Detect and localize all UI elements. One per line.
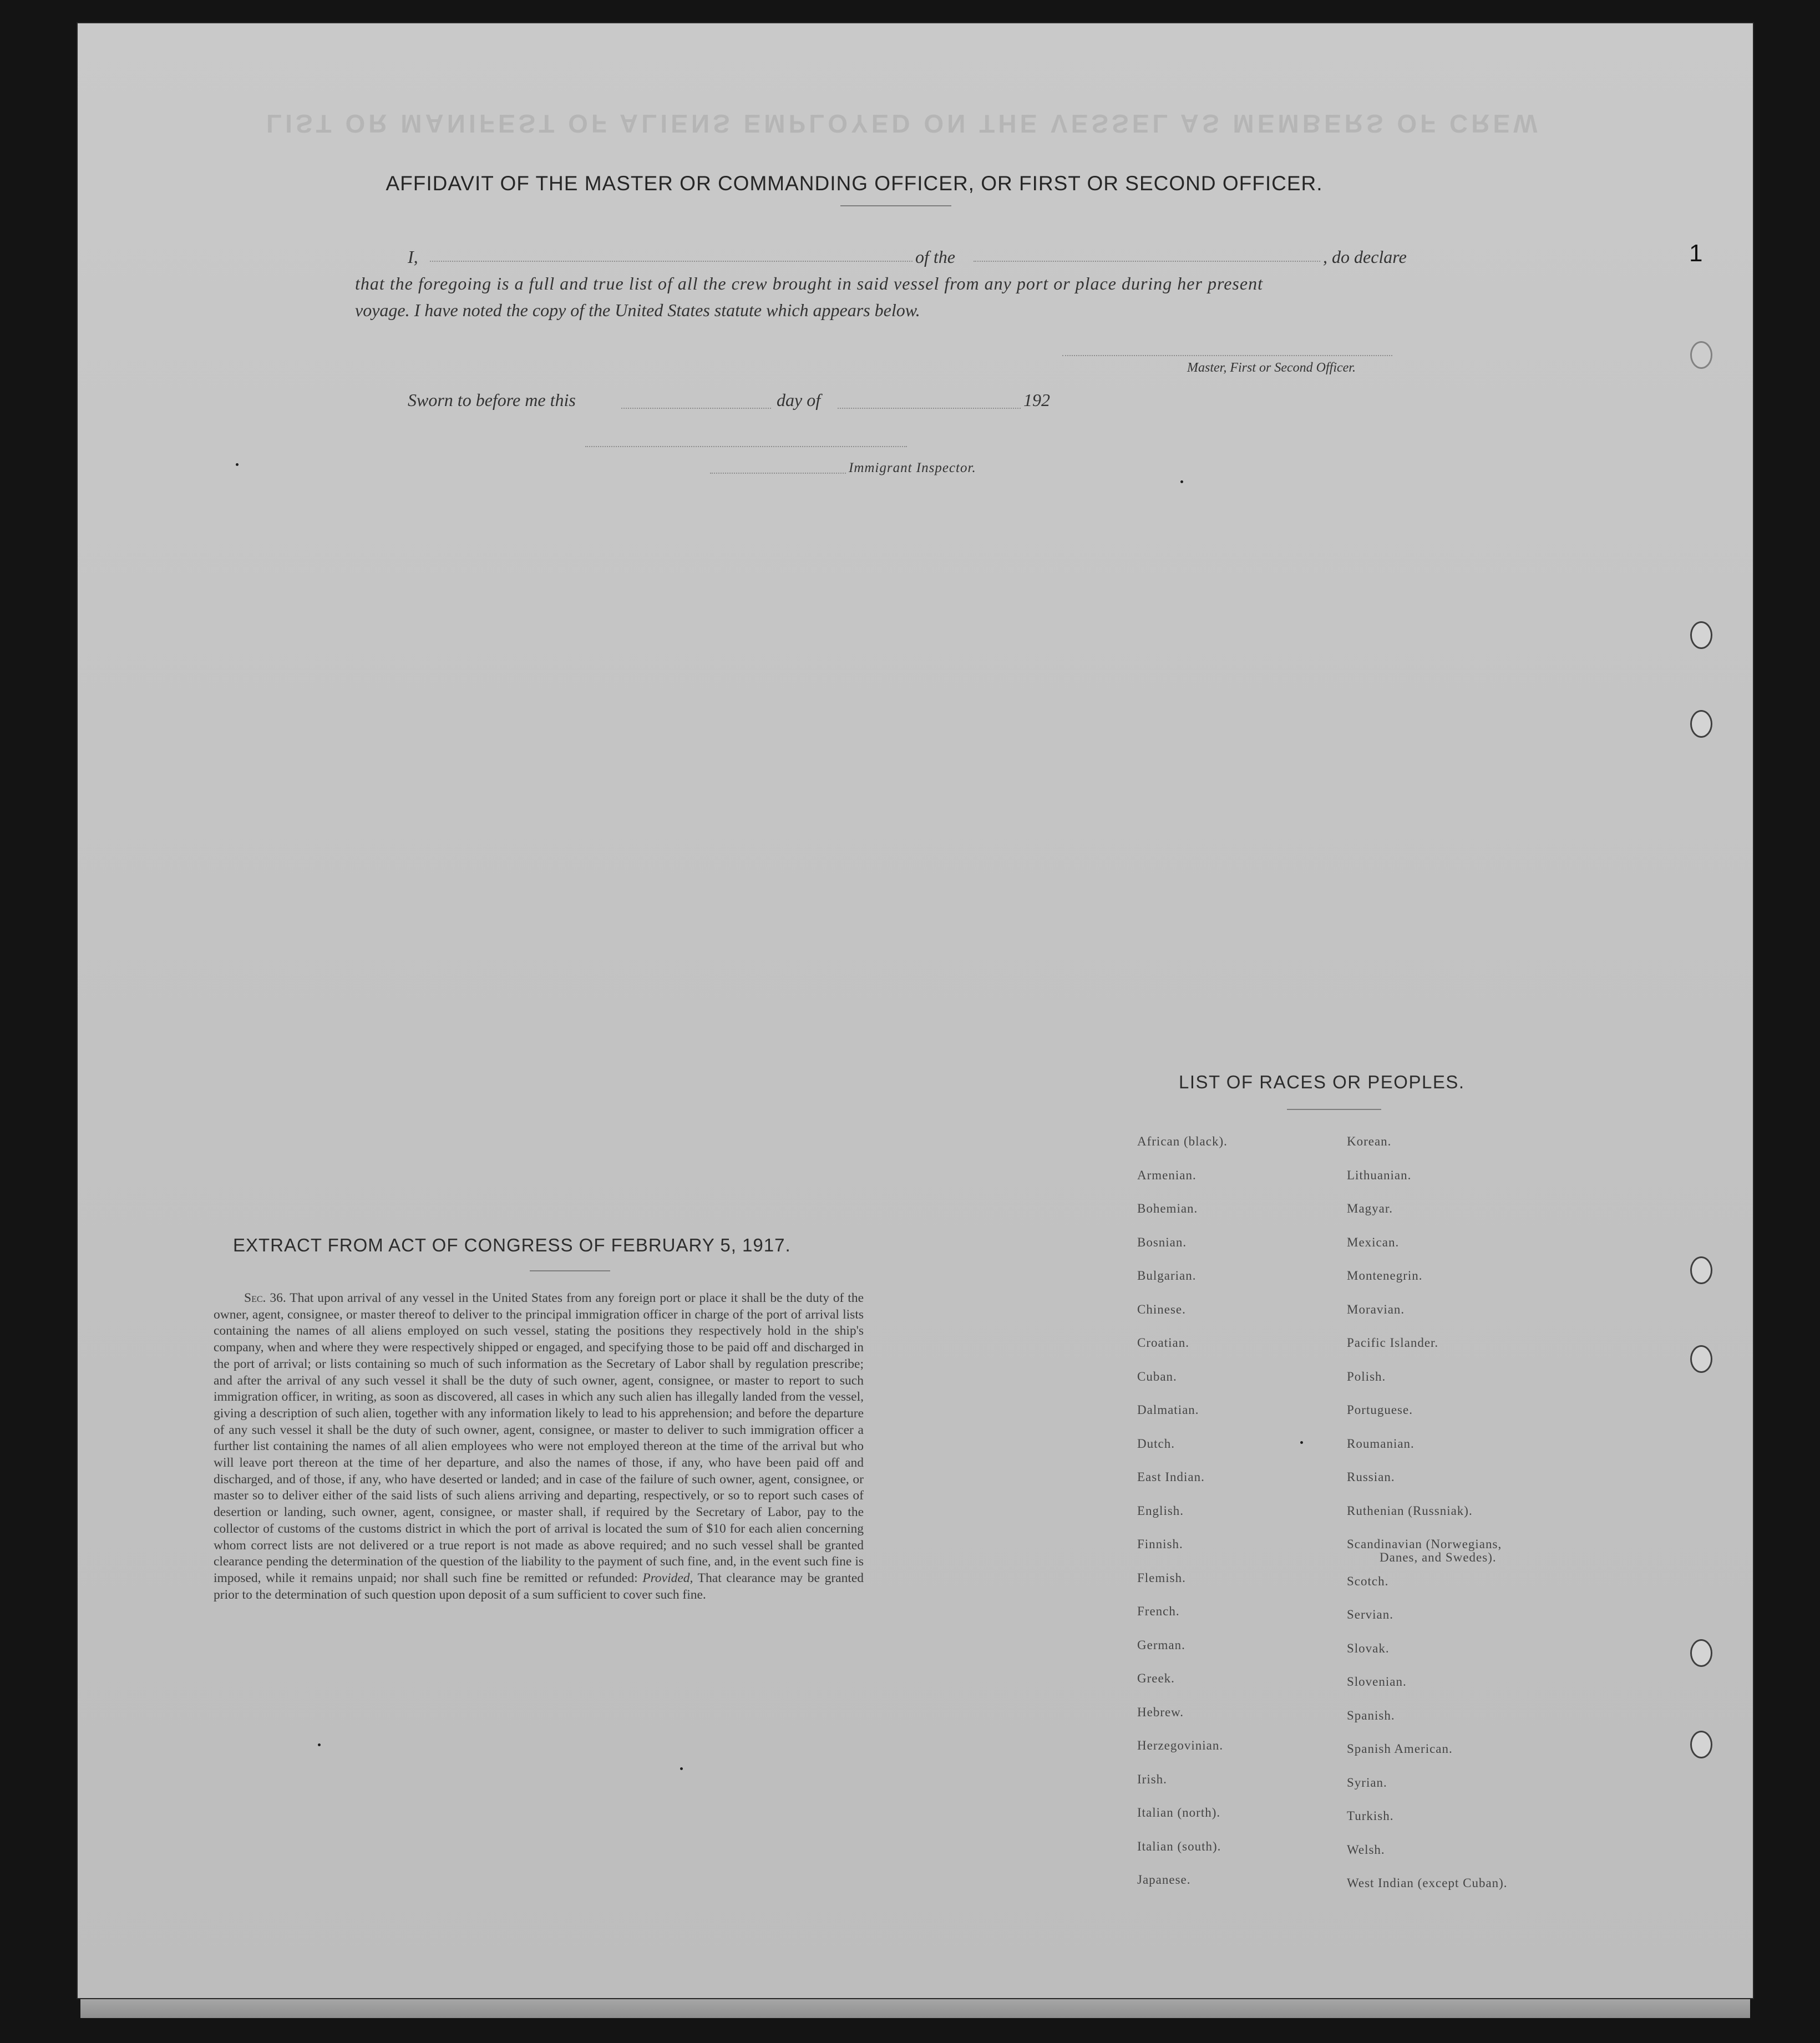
race-right-item: Magyar. — [1347, 1202, 1393, 1215]
binder-hole — [1690, 1256, 1712, 1284]
binder-hole — [1690, 341, 1712, 369]
race-left-item: Hebrew. — [1137, 1705, 1184, 1719]
race-left-item: Italian (north). — [1137, 1806, 1221, 1819]
speck — [236, 463, 239, 466]
sworn-text: Sworn to before me this — [408, 390, 576, 410]
races-title-underline — [1287, 1109, 1381, 1110]
sheet-bottom-edge — [80, 1997, 1750, 2018]
race-right-item: Syrian. — [1347, 1775, 1387, 1789]
declaration-line-2: that the foregoing is a full and true list of all the crew brought in said vessel from any port or place during her present — [355, 273, 1263, 293]
race-right-item: West Indian (except Cuban). — [1347, 1876, 1508, 1890]
race-left-item: African (black). — [1137, 1134, 1228, 1148]
race-right-item: Spanish American. — [1347, 1742, 1453, 1756]
race-right-item: Roumanian. — [1347, 1436, 1415, 1451]
declarant-name-line — [430, 261, 912, 262]
race-left-item: Bosnian. — [1137, 1235, 1187, 1249]
extract-title: EXTRACT FROM ACT OF CONGRESS OF FEBRUARY 5, 1917. — [233, 1235, 791, 1255]
race-right-item: Portuguese. — [1347, 1403, 1413, 1417]
vessel-name-line — [974, 261, 1320, 262]
extract-title-underline — [530, 1270, 610, 1271]
declaration-line-3: voyage. I have noted the copy of the United States statute which appears below. — [355, 300, 920, 320]
race-right-item: Pacific Islander. — [1347, 1336, 1439, 1350]
speck — [1180, 480, 1183, 483]
race-right-item: Slovak. — [1347, 1641, 1390, 1655]
race-left-item: Irish. — [1137, 1772, 1167, 1786]
race-left-item: Greek. — [1137, 1671, 1175, 1685]
race-left-item: Japanese. — [1137, 1873, 1191, 1887]
section-label: Sec. 36. — [244, 1291, 286, 1305]
declare-suffix: , do declare — [1323, 247, 1407, 267]
page-number: 1 — [1689, 240, 1703, 267]
inspector-upper-line — [585, 446, 907, 447]
inspector-label: Immigrant Inspector. — [849, 460, 976, 475]
race-left-item: Dalmatian. — [1137, 1403, 1199, 1417]
races-title: LIST OF RACES OR PEOPLES. — [1179, 1072, 1465, 1092]
sworn-day-label: day of — [777, 390, 821, 410]
sworn-month-line — [838, 408, 1021, 409]
bleed-through-text: LIST OR MANIFEST OF ALIENS EMPLOYED ON THE VESSEL AS MEMBERS OF CREW — [266, 109, 1541, 138]
race-right-item: Slovenian. — [1347, 1675, 1407, 1689]
race-left-item: Italian (south). — [1137, 1839, 1221, 1853]
master-signature-line — [1062, 355, 1392, 356]
race-left-item: Armenian. — [1137, 1168, 1197, 1182]
declarant-prefix: I, — [408, 247, 418, 267]
race-right-item: Korean. — [1347, 1134, 1392, 1148]
binder-hole — [1690, 1345, 1712, 1373]
race-left-item: French. — [1137, 1604, 1180, 1618]
binder-hole — [1690, 1731, 1712, 1758]
race-right-item: Mexican. — [1347, 1235, 1400, 1249]
binder-hole — [1690, 1639, 1712, 1667]
speck — [318, 1743, 321, 1746]
sworn-day-line — [621, 408, 771, 409]
race-right-item: Welsh. — [1347, 1842, 1385, 1857]
race-left-item: Croatian. — [1137, 1336, 1189, 1350]
statute-text — [214, 1290, 864, 1603]
vessel-prefix: of the — [915, 247, 955, 267]
race-left-item: Flemish. — [1137, 1570, 1186, 1585]
binder-hole — [1690, 710, 1712, 738]
race-right-item: Turkish. — [1347, 1809, 1394, 1823]
race-left-item: Dutch. — [1137, 1436, 1175, 1451]
statute-body-part2: That clearance may be granted prior to the determination of such question upon deposit of a sum sufficient to cover such fine. — [214, 1570, 864, 1602]
race-left-item: Cuban. — [1137, 1369, 1177, 1383]
race-left-item: Bohemian. — [1137, 1202, 1198, 1215]
race-left-item: Bulgarian. — [1137, 1269, 1197, 1282]
race-left-item: East Indian. — [1137, 1470, 1205, 1484]
race-right-item: Russian. — [1347, 1470, 1395, 1484]
race-right-item: Ruthenian (Russniak). — [1347, 1503, 1473, 1518]
race-right-item: Lithuanian. — [1347, 1168, 1412, 1182]
inspector-signature-line — [710, 473, 846, 474]
race-left-item: German. — [1137, 1638, 1185, 1652]
race-left-item: Herzegovinian. — [1137, 1738, 1224, 1752]
master-signature-label: Master, First or Second Officer. — [1187, 361, 1356, 375]
race-right-item: Polish. — [1347, 1369, 1386, 1383]
race-right-item: Moravian. — [1347, 1302, 1405, 1316]
race-right-item: Scandinavian (Norwegians, — [1347, 1537, 1502, 1551]
affidavit-title: AFFIDAVIT OF THE MASTER OR COMMANDING OFFICER, OR FIRST OR SECOND OFFICER. — [386, 172, 1323, 195]
race-right-item: Spanish. — [1347, 1708, 1395, 1722]
provided-label: Provided, — [642, 1570, 693, 1585]
race-item-continuation: Danes, and Swedes). — [1380, 1550, 1497, 1564]
binder-hole — [1690, 621, 1712, 649]
speck — [1300, 1441, 1303, 1444]
sworn-year: 192 — [1023, 390, 1050, 410]
race-right-item: Montenegrin. — [1347, 1269, 1423, 1282]
title-underline — [840, 205, 951, 206]
speck — [680, 1767, 683, 1770]
race-left-item: Chinese. — [1137, 1302, 1186, 1316]
race-left-item: English. — [1137, 1503, 1184, 1518]
race-right-item: Scotch. — [1347, 1574, 1389, 1588]
statute-body-part1: That upon arrival of any vessel in the United States from any foreign port or place it shall be the duty of the owner, agent, consignee, or master thereof to deliver to the principal immigration officer in charge of the port of arrival lists containing the names of all aliens employed on such vessel, stating the positions they respectively hold in the ship's company, when and where they were respectively shipped or engaged, and specifying those to be paid off and discharged in the port of arrival; or lists containing so much of such information as the Secretary of Labor shall by regulation prescribe; and after the arrival of any such vessel it shall be the duty of such owner, agent, consignee, or master to report to such immigration officer, in writing, as soon as discovered, all cases in which any such alien has illegally landed from the vessel, giving a description of such alien, together with any information likely to lead to his apprehension; and before the departure of any such vessel it shall be the duty of such owner, agent, consignee, or master to deliver to such immigration officer a further list containing the names of all alien employees who were not employed thereon at the time of the arrival but who will leave port thereon at the time of her departure, and also the names of those, if any, who have been paid off and discharged, and of those, if any, who have deserted or landed; and in case of the failure of such owner, agent, consignee, or master so to deliver either of the said lists of such aliens arriving and departing, respectively, or so to report such cases of desertion or landing, such owner, agent, consignee, or master shall, if required by the Secretary of Labor, pay to the collector of customs of the customs district in which the port of arrival is located the sum of $10 for each alien concerning whom correct lists are not delivered or a true report is not made as above required; and no such vessel shall be granted clearance pending the determination of the question of the liability to the payment of such fine, and, in the event such fine is imposed, while it remains unpaid; nor shall such fine be remitted or refunded: — [214, 1291, 864, 1585]
race-right-item: Servian. — [1347, 1608, 1394, 1621]
race-left-item: Finnish. — [1137, 1537, 1183, 1551]
